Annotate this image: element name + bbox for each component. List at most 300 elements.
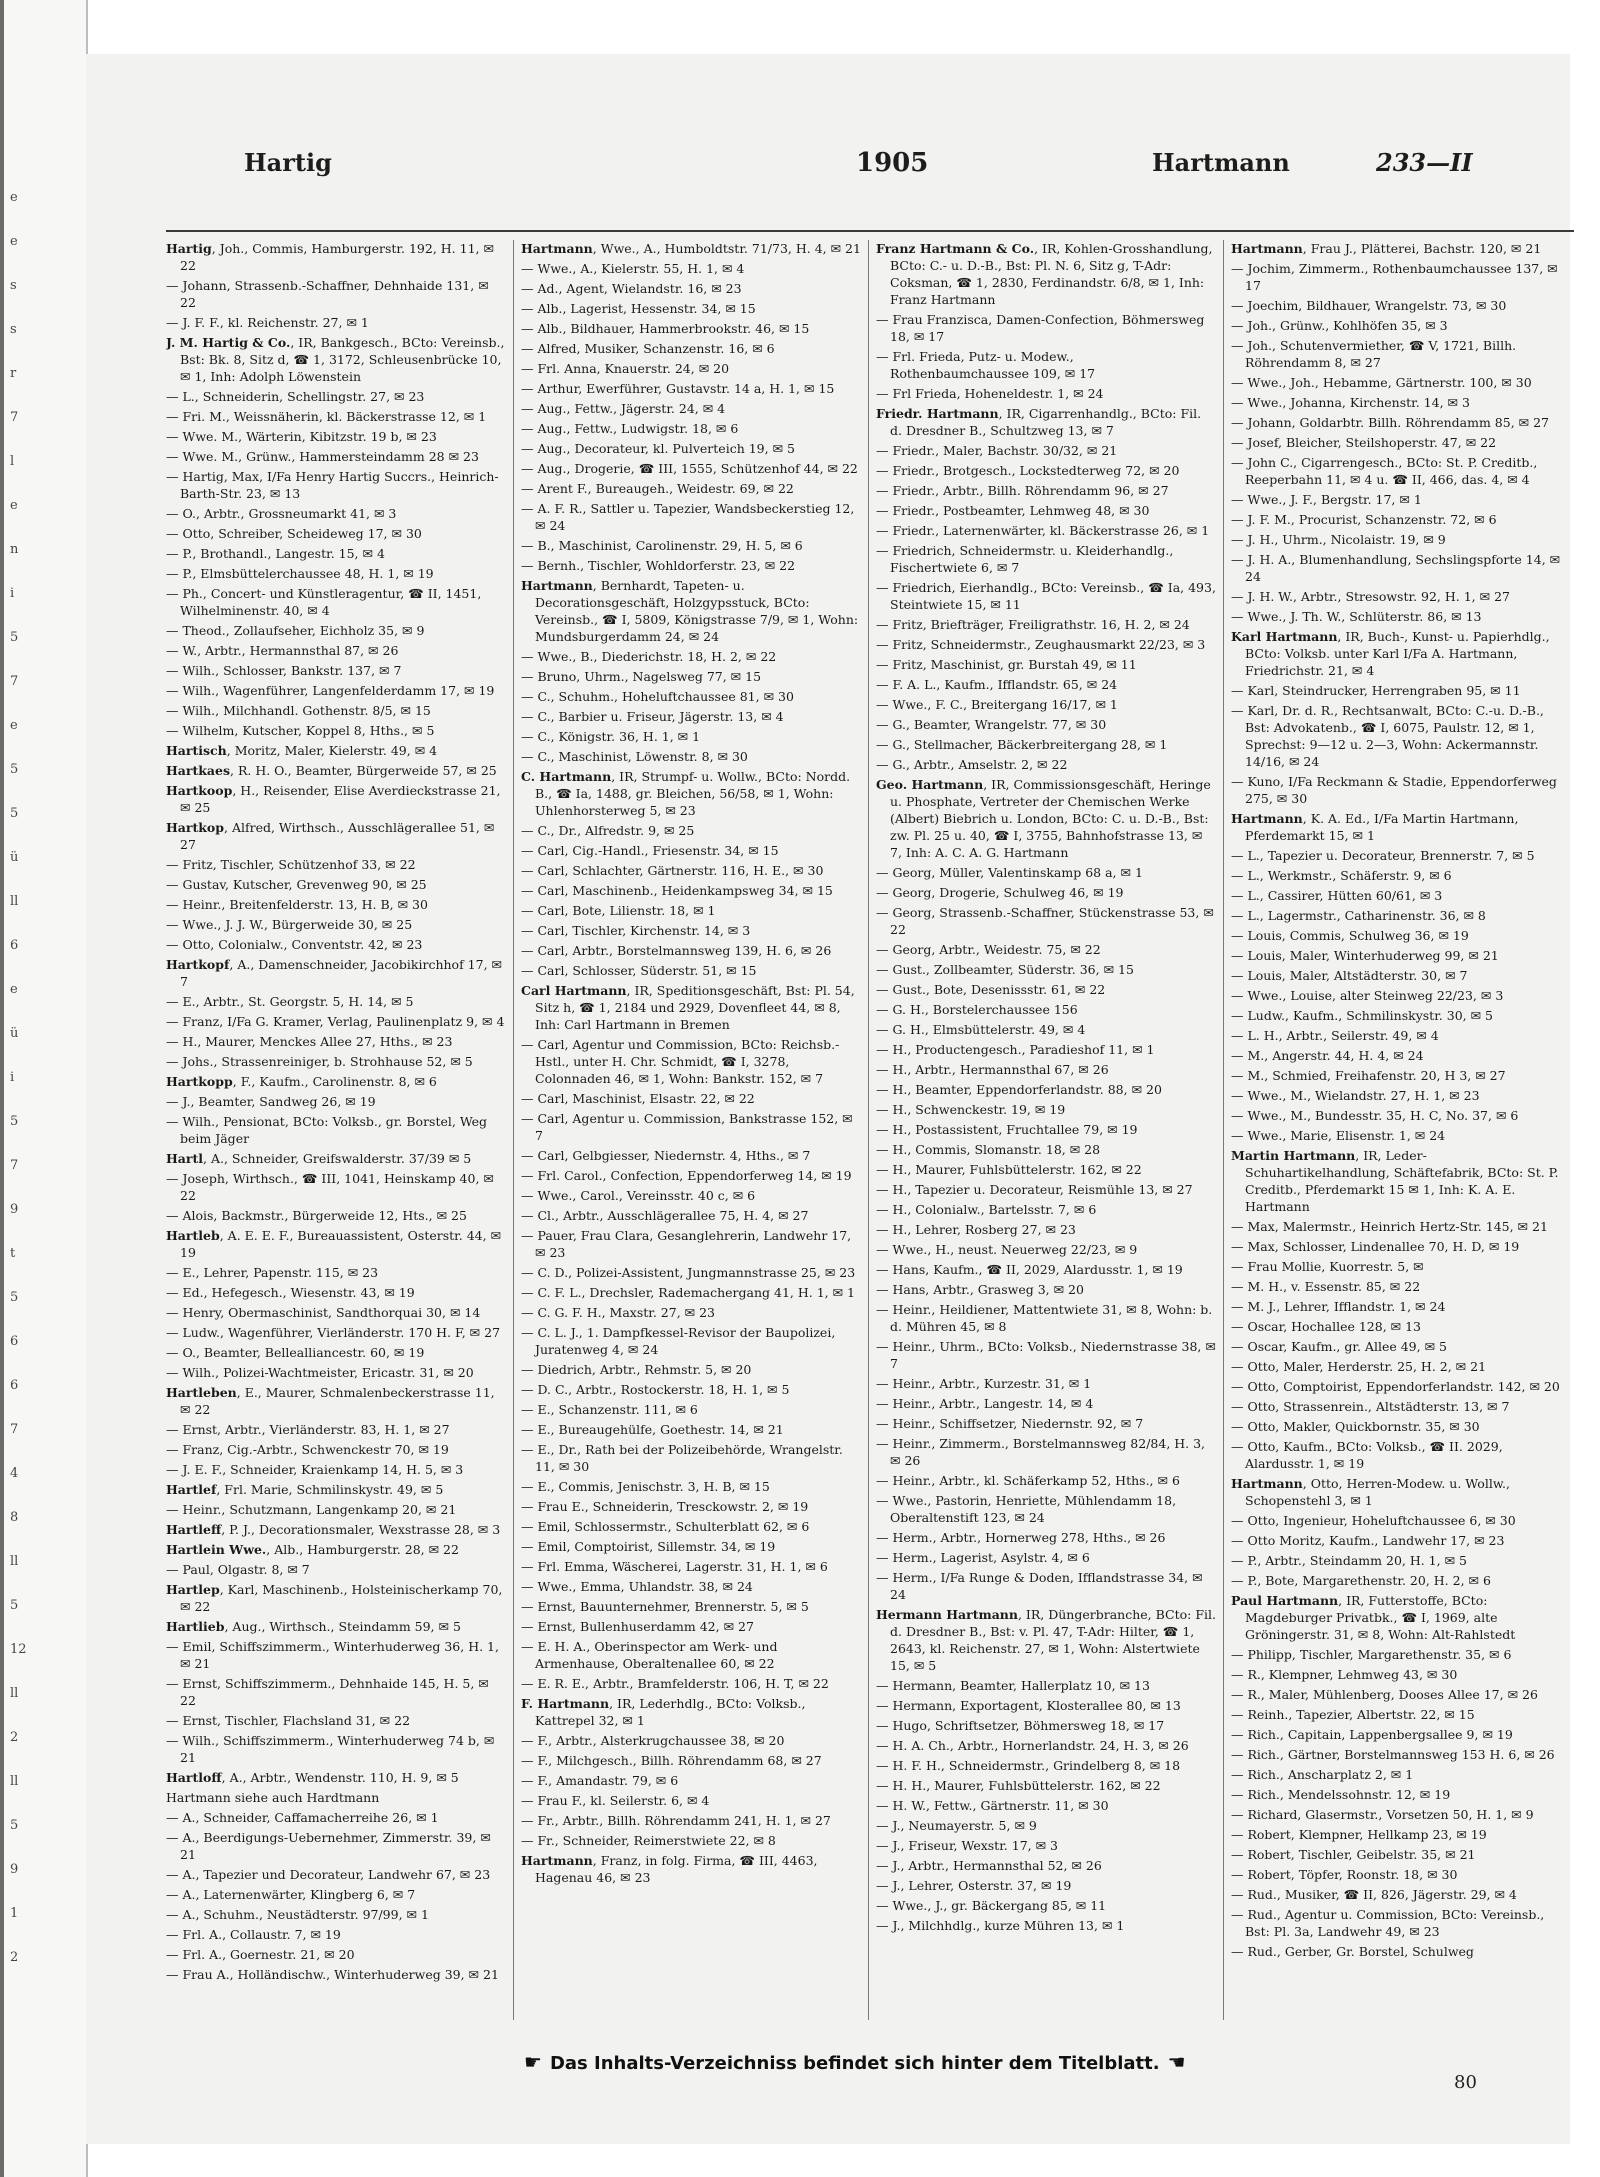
margin-fragment: s (10, 278, 17, 293)
directory-entry: — Carl, Cig.-Handl., Friesenstr. 34, ✉ 15 (521, 843, 779, 858)
directory-entry: — R., Klempner, Lehmweg 43, ✉ 30 (1231, 1667, 1458, 1682)
margin-fragment: 5 (10, 1290, 19, 1305)
directory-entry: — Aug., Decorateur, kl. Pulverteich 19, ✉ 5 (521, 441, 795, 456)
directory-entry: — Wwe., Joh., Hebamme, Gärtnerstr. 100, ✉ 30 (1231, 375, 1532, 390)
directory-entry: — Herm., I/Fa Runge & Doden, Ifflandstrasse 34, ✉ 24 (876, 1570, 1203, 1602)
directory-entry: — Carl, Agentur und Commission, BCto: Reichsb.-Hstl., unter H. Chr. Schmidt, ☎ I, 3278, Colonnaden 46, ✉ 1, Wohn: Bankstr. 152, ✉ 7 (521, 1037, 840, 1086)
directory-entry: — Joh., Schutenvermiether, ☎ V, 1721, Billh. Röhrendamm 8, ✉ 27 (1231, 338, 1517, 370)
directory-entry: — Heinr., Uhrm., BCto: Volksb., Niedernstrasse 38, ✉ 7 (876, 1339, 1216, 1371)
previous-page-edge (0, 0, 88, 2177)
directory-entry: — Wwe., Marie, Elisenstr. 1, ✉ 24 (1231, 1128, 1446, 1143)
directory-entry: — Ad., Agent, Wielandstr. 16, ✉ 23 (521, 281, 742, 296)
directory-entry: — Frl. Emma, Wäscherei, Lagerstr. 31, H. 1, ✉ 6 (521, 1559, 828, 1574)
directory-entry: — Wwe., J. Th. W., Schlüterstr. 86, ✉ 13 (1231, 609, 1482, 624)
directory-entry: — Emil, Schlossermstr., Schulterblatt 62, ✉ 6 (521, 1519, 810, 1534)
margin-fragment: 6 (10, 938, 19, 953)
directory-entry: — E., Bureaugehülfe, Goethestr. 14, ✉ 21 (521, 1422, 784, 1437)
directory-entry: — Karl, Steindrucker, Herrengraben 95, ✉ 11 (1231, 683, 1521, 698)
directory-entry: — Karl, Dr. d. R., Rechtsanwalt, BCto: C.-u. D.-B., Bst: Advokatenb., ☎ I, 6075, Paulstr. 12, ✉ 1, Sprechst: 9—12 u. 2—3, Wohn: Ackermannstr. 14/16, ✉ 24 (1231, 703, 1544, 769)
directory-entry: — Aug., Fettw., Ludwigstr. 18, ✉ 6 (521, 421, 739, 436)
directory-entry: — M. J., Lehrer, Ifflandstr. 1, ✉ 24 (1231, 1299, 1446, 1314)
directory-entry: — Friedr., Laternenwärter, kl. Bäckerstrasse 26, ✉ 1 (876, 523, 1210, 538)
directory-entry: — J., Beamter, Sandweg 26, ✉ 19 (166, 1094, 376, 1109)
directory-entry: — Wwe., M., Bundesstr. 35, H. C, No. 37, ✉ 6 (1231, 1108, 1519, 1123)
directory-entry: — G. H., Elmsbüttelerstr. 49, ✉ 4 (876, 1022, 1086, 1037)
directory-entry: Hartlep, Karl, Maschinenb., Holsteinischerkamp 70, ✉ 22 (166, 1582, 503, 1614)
directory-entry: — Heinr., Arbtr., Langestr. 14, ✉ 4 (876, 1396, 1094, 1411)
directory-entry: — Friedrich, Eierhandlg., BCto: Vereinsb., ☎ Ia, 493, Steintwiete 15, ✉ 11 (876, 580, 1216, 612)
directory-entry: — P., Arbtr., Steindamm 20, H. 1, ✉ 5 (1231, 1553, 1467, 1568)
directory-entry: — C., Schuhm., Hoheluftchaussee 81, ✉ 30 (521, 689, 794, 704)
directory-entry: — Friedr., Postbeamter, Lehmweg 48, ✉ 30 (876, 503, 1150, 518)
directory-entry: — Wwe., H., neust. Neuerweg 22/23, ✉ 9 (876, 1242, 1138, 1257)
margin-fragment: ü (10, 1026, 19, 1041)
directory-entry: — Ernst, Schiffszimmerm., Dehnhaide 145, H. 5, ✉ 22 (166, 1676, 489, 1708)
directory-entry: Hartl, A., Schneider, Greifswalderstr. 37/39 ✉ 5 (166, 1151, 472, 1166)
directory-entry: — Ludw., Kaufm., Schmilinskystr. 30, ✉ 5 (1231, 1008, 1494, 1023)
directory-entry: Geo. Hartmann, IR, Commissionsgeschäft, Heringe u. Phosphate, Vertreter der Chemischen Werke (Albert) Biebrich u. London, BCto: C. u. D.-B., Bst: zw. Pl. 25 u. 40, ☎ I, 3755, Bahnhofstrasse 13, ✉ 7, Inh: A. C. A. G. Hartmann (876, 777, 1211, 860)
directory-entry: — J. H., Uhrm., Nicolaistr. 19, ✉ 9 (1231, 532, 1446, 547)
directory-entry: Hartlieb, Aug., Wirthsch., Steindamm 59, ✉ 5 (166, 1619, 461, 1634)
directory-entry: — P., Brothandl., Langestr. 15, ✉ 4 (166, 546, 385, 561)
directory-entry: — Bernh., Tischler, Wohldorferstr. 23, ✉ 22 (521, 558, 796, 573)
directory-entry: — Heinr., Arbtr., kl. Schäferkamp 52, Hths., ✉ 6 (876, 1473, 1180, 1488)
directory-entry: — Johann, Goldarbtr. Billh. Röhrendamm 85, ✉ 27 (1231, 415, 1549, 430)
directory-entry: Hartmann siehe auch Hardtmann (166, 1790, 380, 1805)
directory-entry: — Ed., Hefegesch., Wiesenstr. 43, ✉ 19 (166, 1285, 415, 1300)
directory-entry: — Herm., Arbtr., Hornerweg 278, Hths., ✉ 26 (876, 1530, 1166, 1545)
directory-entry: Hartkoop, H., Reisender, Elise Averdieckstrasse 21, ✉ 25 (166, 783, 501, 815)
directory-entry: — Joechim, Bildhauer, Wrangelstr. 73, ✉ 30 (1231, 298, 1507, 313)
footer-note-text: Das Inhalts-Verzeichniss befindet sich hinter dem Titelblatt. (549, 2053, 1160, 2074)
margin-fragment: n (10, 542, 19, 557)
directory-entry: — G. H., Borstelerchaussee 156 (876, 1002, 1078, 1017)
margin-fragment: i (10, 1070, 15, 1085)
directory-entry: Hartkop, Alfred, Wirthsch., Ausschlägerallee 51, ✉ 27 (166, 820, 495, 852)
directory-entry: — Gust., Bote, Desenissstr. 61, ✉ 22 (876, 982, 1106, 997)
directory-entry: — Johann, Strassenb.-Schaffner, Dehnhaide 131, ✉ 22 (166, 278, 489, 310)
directory-entry: Hartlef, Frl. Marie, Schmilinskystr. 49, ✉ 5 (166, 1482, 444, 1497)
directory-entry: — Gustav, Kutscher, Grevenweg 90, ✉ 25 (166, 877, 427, 892)
directory-entry: — Otto, Strassenrein., Altstädterstr. 13, ✉ 7 (1231, 1399, 1510, 1414)
directory-entry: — J., Arbtr., Hermannsthal 52, ✉ 26 (876, 1858, 1102, 1873)
directory-entry: — Aug., Drogerie, ☎ III, 1555, Schützenhof 44, ✉ 22 (521, 461, 858, 476)
directory-entry: — C., Dr., Alfredstr. 9, ✉ 25 (521, 823, 695, 838)
directory-entry: — Wwe., J., gr. Bäckergang 85, ✉ 11 (876, 1898, 1107, 1913)
directory-entry: — H., Lehrer, Rosberg 27, ✉ 23 (876, 1222, 1076, 1237)
margin-fragment: 2 (10, 1730, 19, 1745)
pointing-hand-icon: ☛ (524, 2050, 542, 2074)
directory-entry: — F., Arbtr., Alsterkrugchaussee 38, ✉ 20 (521, 1733, 785, 1748)
directory-entry: — Heinr., Schiffsetzer, Niedernstr. 92, ✉ 7 (876, 1416, 1144, 1431)
column-4 (1231, 240, 1571, 2020)
directory-entry: — Oscar, Kaufm., gr. Allee 49, ✉ 5 (1231, 1339, 1447, 1354)
margin-fragment: i (10, 586, 15, 601)
margin-fragment: e (10, 982, 18, 997)
directory-entry: — Wwe., Pastorin, Henriette, Mühlendamm 18, Oberaltenstift 123, ✉ 24 (876, 1493, 1177, 1525)
directory-entry: Hartleff, P. J., Decorationsmaler, Wexstrasse 28, ✉ 3 (166, 1522, 501, 1537)
margin-fragment: 6 (10, 1378, 19, 1393)
directory-entry: — H., Productengesch., Paradieshof 11, ✉ 1 (876, 1042, 1155, 1057)
header-page-number: 233—II (1376, 148, 1473, 177)
directory-entry: — Fritz, Maschinist, gr. Burstah 49, ✉ 11 (876, 657, 1137, 672)
directory-entry: — Wwe., J. F., Bergstr. 17, ✉ 1 (1231, 492, 1422, 507)
directory-entry: — Friedr., Brotgesch., Lockstedterweg 72, ✉ 20 (876, 463, 1180, 478)
column-divider (1223, 240, 1224, 2020)
directory-entry: — Otto, Kaufm., BCto: Volksb., ☎ II. 2029, Alardusstr. 1, ✉ 19 (1231, 1439, 1503, 1471)
directory-entry: — Otto, Colonialw., Conventstr. 42, ✉ 23 (166, 937, 423, 952)
directory-entry: — Paul, Olgastr. 8, ✉ 7 (166, 1562, 310, 1577)
directory-entry: Friedr. Hartmann, IR, Cigarrenhandlg., BCto: Fil. d. Dresdner B., Schultzweg 13, ✉ 7 (876, 406, 1202, 438)
directory-entry: — H. H., Maurer, Fuhlsbüttelerstr. 162, ✉ 22 (876, 1778, 1161, 1793)
directory-entry: — Rud., Musiker, ☎ II, 826, Jägerstr. 29, ✉ 4 (1231, 1887, 1517, 1902)
directory-entry: — A. F. R., Sattler u. Tapezier, Wandsbeckerstieg 12, ✉ 24 (521, 501, 855, 533)
directory-entry: — Robert, Töpfer, Roonstr. 18, ✉ 30 (1231, 1867, 1458, 1882)
directory-entry: Hartkopf, A., Damenschneider, Jacobikirchhof 17, ✉ 7 (166, 957, 503, 989)
binding-shadow (0, 0, 4, 2177)
directory-entry: — P., Bote, Margarethenstr. 20, H. 2, ✉ 6 (1231, 1573, 1491, 1588)
page-header (166, 142, 1566, 204)
directory-entry: — G., Beamter, Wrangelstr. 77, ✉ 30 (876, 717, 1107, 732)
directory-entry: — Robert, Klempner, Hellkamp 23, ✉ 19 (1231, 1827, 1487, 1842)
directory-entry: — J., Friseur, Wexstr. 17, ✉ 3 (876, 1838, 1059, 1853)
directory-entry: — Frau Mollie, Kuorrestr. 5, ✉ (1231, 1259, 1424, 1274)
margin-fragment: e (10, 190, 18, 205)
directory-entry: — L., Werkmstr., Schäferstr. 9, ✉ 6 (1231, 868, 1452, 883)
directory-entry: — A., Tapezier und Decorateur, Landwehr 67, ✉ 23 (166, 1867, 491, 1882)
directory-entry: — Aug., Fettw., Jägerstr. 24, ✉ 4 (521, 401, 726, 416)
directory-entry: — Johs., Strassenreiniger, b. Strohhausе 52, ✉ 5 (166, 1054, 473, 1069)
column-2 (521, 240, 861, 2020)
directory-entry: Karl Hartmann, IR, Buch-, Kunst- u. Papierhdlg., BCto: Volksb. unter Karl I/Fa A. Hartmann, Friedrichstr. 21, ✉ 4 (1231, 629, 1550, 678)
directory-entry: Franz Hartmann & Co., IR, Kohlen-Grosshandlung, BCto: C.- u. D.-B., Bst: Pl. N. 6, Sitz g, T-Adr: Coksman, ☎ 1, 2830, Ferdinandstr. 6/8, ✉ 1, Inh: Franz Hartmann (876, 241, 1213, 307)
directory-entry: — J., Milchhdlg., kurze Mühren 13, ✉ 1 (876, 1918, 1125, 1933)
directory-entry: — A., Schneider, Caffamacherreihe 26, ✉ 1 (166, 1810, 439, 1825)
margin-fragment: 9 (10, 1862, 19, 1877)
margin-fragment: 9 (10, 1202, 19, 1217)
directory-entry: — E., Commis, Jenischstr. 3, H. B, ✉ 15 (521, 1479, 770, 1494)
directory-entry: Martin Hartmann, IR, Leder-Schuhartikelhandlung, Schäftefabrik, BCto: St. P. Creditb., Pferdemarkt 15 ✉ 1, Inh: K. A. E. Hartmann (1231, 1148, 1559, 1214)
directory-entry: — D. C., Arbtr., Rostockerstr. 18, H. 1, ✉ 5 (521, 1382, 790, 1397)
directory-entry: — Rich., Gärtner, Borstelmannsweg 153 H. 6, ✉ 26 (1231, 1747, 1555, 1762)
directory-entry: — Ernst, Arbtr., Vierländerstr. 83, H. 1, ✉ 27 (166, 1422, 450, 1437)
margin-fragment: 1 (10, 1906, 19, 1921)
directory-entry: Hartkaes, R. H. O., Beamter, Bürgerweide 57, ✉ 25 (166, 763, 497, 778)
directory-entry: — Otto, Ingenieur, Hoheluftchaussee 6, ✉ 30 (1231, 1513, 1516, 1528)
directory-entry: — Bruno, Uhrm., Nagelsweg 77, ✉ 15 (521, 669, 762, 684)
directory-entry: — Reinh., Tapezier, Albertstr. 22, ✉ 15 (1231, 1707, 1475, 1722)
directory-entry: — E. H. A., Oberinspector am Werk- und Armenhause, Oberaltenallee 60, ✉ 22 (521, 1639, 778, 1671)
directory-entry: — Henry, Obermaschinist, Sandthorquai 30, ✉ 14 (166, 1305, 481, 1320)
header-year: 1905 (856, 148, 929, 178)
directory-entry: — H., Arbtr., Hermannsthal 67, ✉ 26 (876, 1062, 1109, 1077)
directory-entry: — Georg, Drogerie, Schulweg 46, ✉ 19 (876, 885, 1124, 900)
directory-entry: — J. F. M., Procurist, Schanzenstr. 72, ✉ 6 (1231, 512, 1497, 527)
margin-fragment: 5 (10, 762, 19, 777)
directory-entry: Hartlein Wwe., Alb., Hamburgerstr. 28, ✉ 22 (166, 1542, 459, 1557)
directory-entry: — H., Tapezier u. Decorateur, Reismühle 13, ✉ 27 (876, 1182, 1193, 1197)
margin-fragment: 4 (10, 1466, 19, 1481)
directory-entry: — Cl., Arbtr., Ausschlägerallee 75, H. 4, ✉ 27 (521, 1208, 809, 1223)
directory-entry: — Wwe., Louise, alter Steinweg 22/23, ✉ 3 (1231, 988, 1504, 1003)
directory-entry: — C., Königstr. 36, H. 1, ✉ 1 (521, 729, 701, 744)
directory-entry: — J. H. W., Arbtr., Stresowstr. 92, H. 1, ✉ 27 (1231, 589, 1510, 604)
directory-page (86, 54, 1570, 2144)
margin-fragment: s (10, 322, 17, 337)
directory-entry: — Louis, Maler, Winterhuderweg 99, ✉ 21 (1231, 948, 1499, 963)
directory-entry: — Wwe., J. J. W., Bürgerweide 30, ✉ 25 (166, 917, 413, 932)
directory-entry: — G., Stellmacher, Bäckerbreitergang 28, ✉ 1 (876, 737, 1168, 752)
directory-entry: — Frl. A., Goernestr. 21, ✉ 20 (166, 1947, 355, 1962)
directory-entry: — Louis, Commis, Schulweg 36, ✉ 19 (1231, 928, 1469, 943)
directory-entry: Hartmann, Otto, Herren-Modew. u. Wollw., Schopenstehl 3, ✉ 1 (1231, 1476, 1510, 1508)
directory-entry: — Hans, Arbtr., Grasweg 3, ✉ 20 (876, 1282, 1084, 1297)
margin-fragment: ü (10, 850, 19, 865)
directory-entry: — A., Laternenwärter, Klingberg 6, ✉ 7 (166, 1887, 416, 1902)
directory-entry: — C., Maschinist, Löwenstr. 8, ✉ 30 (521, 749, 748, 764)
directory-entry: — Frau E., Schneiderin, Tresckowstr. 2, ✉ 19 (521, 1499, 809, 1514)
directory-entry: — Wwe. M., Wärterin, Kibitzstr. 19 b, ✉ 23 (166, 429, 437, 444)
directory-entry: — B., Maschinist, Carolinenstr. 29, H. 5, ✉ 6 (521, 538, 803, 553)
pointing-hand-icon: ☚ (1167, 2050, 1186, 2074)
page-number: 80 (1454, 2072, 1477, 2093)
directory-entry: — Wwe., Carol., Vereinsstr. 40 c, ✉ 6 (521, 1188, 756, 1203)
directory-entry: — Robert, Tischler, Geibelstr. 35, ✉ 21 (1231, 1847, 1476, 1862)
margin-fragment: 2 (10, 1950, 19, 1965)
directory-entry: — L., Tapezier u. Decorateur, Brennerstr. 7, ✉ 5 (1231, 848, 1535, 863)
margin-fragment: 7 (10, 674, 19, 689)
directory-entry: — Hugo, Schriftsetzer, Böhmersweg 18, ✉ 17 (876, 1718, 1165, 1733)
directory-entry: — Oscar, Hochallee 128, ✉ 13 (1231, 1319, 1421, 1334)
directory-entry: Hartig, Joh., Commis, Hamburgerstr. 192, H. 11, ✉ 22 (166, 241, 494, 273)
directory-entry: — Georg, Müller, Valentinskamp 68 a, ✉ 1 (876, 865, 1143, 880)
directory-entry: — Ph., Concert- und Künstleragentur, ☎ II, 1451, Wilhelminenstr. 40, ✉ 4 (166, 586, 482, 618)
directory-entry: — Friedr., Arbtr., Billh. Röhrendamm 96, ✉ 27 (876, 483, 1169, 498)
margin-fragment: ll (10, 894, 19, 909)
column-3 (876, 240, 1216, 2020)
directory-entry: — H. W., Fettw., Gärtnerstr. 11, ✉ 30 (876, 1798, 1109, 1813)
directory-entry: — Louis, Maler, Altstädterstr. 30, ✉ 7 (1231, 968, 1468, 983)
directory-entry: — Wilh., Schiffszimmerm., Winterhuderweg 74 b, ✉ 21 (166, 1733, 495, 1765)
directory-entry: — E. R. E., Arbtr., Bramfelderstr. 106, H. T, ✉ 22 (521, 1676, 829, 1691)
margin-fragment: t (10, 1246, 16, 1261)
directory-entry: — H. F. H., Schneidermstr., Grindelberg 8, ✉ 18 (876, 1758, 1181, 1773)
directory-entry: — Theod., Zollaufseher, Eichholz 35, ✉ 9 (166, 623, 425, 638)
directory-entry: Paul Hartmann, IR, Futterstoffe, BCto: Magdeburger Privatbk., ☎ I, 1969, alte Gröningerstr. 31, ✉ 8, Wohn: Alt-Rahlstedt (1231, 1593, 1516, 1642)
directory-entry: — Carl, Schlachter, Gärtnerstr. 116, H. E., ✉ 30 (521, 863, 824, 878)
column-divider (868, 240, 869, 2020)
directory-entry: — Carl, Tischler, Kirchenstr. 14, ✉ 3 (521, 923, 751, 938)
directory-entry: — Pauer, Frau Clara, Gesanglehrerin, Landwehr 17, ✉ 23 (521, 1228, 852, 1260)
directory-entry: — Frau F., kl. Seilerstr. 6, ✉ 4 (521, 1793, 710, 1808)
directory-entry: — Wwe., Johanna, Kirchenstr. 14, ✉ 3 (1231, 395, 1470, 410)
directory-entry: — Wilh., Pensionat, BCto: Volksb., gr. Borstel, Weg beim Jäger (166, 1114, 488, 1146)
directory-entry: — H., Postassistent, Fruchtallee 79, ✉ 19 (876, 1122, 1138, 1137)
directory-entry: — Rud., Gerber, Gr. Borstel, Schulweg (1231, 1944, 1474, 1959)
directory-entry: — L., Cassirer, Hütten 60/61, ✉ 3 (1231, 888, 1443, 903)
footer-note (516, 2050, 1194, 2074)
directory-entry: — Friedrich, Schneidermstr. u. Kleiderhandlg., Fischertwiete 6, ✉ 7 (876, 543, 1174, 575)
directory-entry: — Frl. Frieda, Putz- u. Modew., Rothenbaumchaussee 109, ✉ 17 (876, 349, 1096, 381)
directory-entry: Hartloff, A., Arbtr., Wendenstr. 110, H. 9, ✉ 5 (166, 1770, 459, 1785)
directory-entry: — Carl, Maschinenb., Heidenkampsweg 34, ✉ 15 (521, 883, 833, 898)
directory-entry: — J. H. A., Blumenhandlung, Sechslingspforte 14, ✉ 24 (1231, 552, 1561, 584)
directory-entry: — Otto, Schreiber, Scheideweg 17, ✉ 30 (166, 526, 422, 541)
directory-entry: — Max, Malermstr., Heinrich Hertz-Str. 145, ✉ 21 (1231, 1219, 1548, 1234)
directory-entry: — L. H., Arbtr., Seilerstr. 49, ✉ 4 (1231, 1028, 1439, 1043)
directory-entry: — F. A. L., Kaufm., Ifflandstr. 65, ✉ 24 (876, 677, 1118, 692)
directory-entry: — Frl. Carol., Confection, Eppendorferweg 14, ✉ 19 (521, 1168, 852, 1183)
directory-entry: — F., Amandastr. 79, ✉ 6 (521, 1773, 679, 1788)
directory-entry: — J. F. F., kl. Reichenstr. 27, ✉ 1 (166, 315, 369, 330)
directory-entry: — Heinr., Schutzmann, Langenkamp 20, ✉ 21 (166, 1502, 457, 1517)
directory-entry: Hartmann, Franz, in folg. Firma, ☎ III, 4463, Hagenau 46, ✉ 23 (521, 1853, 818, 1885)
directory-entry: — M. H., v. Essenstr. 85, ✉ 22 (1231, 1279, 1421, 1294)
directory-entry: — Rich., Capitain, Lappenbergsallee 9, ✉ 19 (1231, 1727, 1513, 1742)
directory-entry: — Fritz, Tischler, Schützenhof 33, ✉ 22 (166, 857, 416, 872)
directory-entry: — Georg, Strassenb.-Schaffner, Stückenstrasse 53, ✉ 22 (876, 905, 1214, 937)
directory-entry: — Ernst, Bullenhuserdamm 42, ✉ 27 (521, 1619, 754, 1634)
directory-entry: — A., Schuhm., Neustädterstr. 97/99, ✉ 1 (166, 1907, 429, 1922)
margin-fragment: ll (10, 1774, 19, 1789)
margin-fragment: r (10, 366, 17, 381)
directory-entry: — Rud., Agentur u. Commission, BCto: Vereinsb., Bst: Pl. 3a, Landwehr 49, ✉ 23 (1231, 1907, 1545, 1939)
directory-entry: — Hermann, Exportagent, Klosterallee 80, ✉ 13 (876, 1698, 1181, 1713)
directory-entry: — Arthur, Ewerführer, Gustavstr. 14 a, H. 1, ✉ 15 (521, 381, 835, 396)
directory-entry: — H., Maurer, Fuhlsbüttelerstr. 162, ✉ 22 (876, 1162, 1142, 1177)
directory-entry: — Frl. Anna, Knauerstr. 24, ✉ 20 (521, 361, 730, 376)
directory-entry: — R., Maler, Mühlenberg, Dooses Allee 17, ✉ 26 (1231, 1687, 1538, 1702)
directory-entry: — Wilh., Schlosser, Bankstr. 137, ✉ 7 (166, 663, 402, 678)
directory-entry: — A., Beerdigungs-Uebernehmer, Zimmerstr. 39, ✉ 21 (166, 1830, 491, 1862)
directory-entry: — W., Arbtr., Hermannsthal 87, ✉ 26 (166, 643, 399, 658)
margin-fragment: 5 (10, 1818, 19, 1833)
directory-entry: — H., Commis, Slomanstr. 18, ✉ 28 (876, 1142, 1101, 1157)
directory-entry: — Wwe., A., Kielerstr. 55, H. 1, ✉ 4 (521, 261, 745, 276)
directory-entry: F. Hartmann, IR, Lederhdlg., BCto: Volksb., Kattrepel 32, ✉ 1 (521, 1696, 806, 1728)
directory-entry: — Heinr., Heildiener, Mattentwiete 31, ✉ 8, Wohn: b. d. Mühren 45, ✉ 8 (876, 1302, 1213, 1334)
directory-entry: — Frau A., Holländischw., Winterhuderweg 39, ✉ 21 (166, 1967, 499, 1982)
header-right-keyword: Hartmann (1152, 148, 1290, 177)
margin-fragment: e (10, 498, 18, 513)
directory-entry: — C. L. J., 1. Dampfkessel-Revisor der Baupolizei, Juratenweg 4, ✉ 24 (521, 1325, 836, 1357)
directory-entry: — Otto, Makler, Quickbornstr. 35, ✉ 30 (1231, 1419, 1480, 1434)
directory-entry: — Franz, Cig.-Arbtr., Schwenckestr 70, ✉ 19 (166, 1442, 449, 1457)
directory-entry: — L., Lagermstr., Catharinenstr. 36, ✉ 8 (1231, 908, 1486, 923)
directory-entry: — F., Milchgesch., Billh. Röhrendamm 68, ✉ 27 (521, 1753, 822, 1768)
directory-entry: — Ernst, Tischler, Flachsland 31, ✉ 22 (166, 1713, 411, 1728)
directory-entry: C. Hartmann, IR, Strumpf- u. Wollw., BCto: Nordd. B., ☎ Ia, 1488, gr. Bleichen, 56/58, ✉ 1, Wohn: Uhlenhorsterweg 5, ✉ 23 (521, 769, 851, 818)
directory-entry: — E., Dr., Rath bei der Polizeibehörde, Wrangelstr. 11, ✉ 30 (521, 1442, 843, 1474)
directory-entry: — Jochim, Zimmerm., Rothenbaumchaussee 137, ✉ 17 (1231, 261, 1558, 293)
directory-entry: — E., Arbtr., St. Georgstr. 5, H. 14, ✉ 5 (166, 994, 414, 1009)
margin-fragment: 6 (10, 1334, 19, 1349)
directory-entry: — H., Beamter, Eppendorferlandstr. 88, ✉ 20 (876, 1082, 1162, 1097)
margin-fragment: ll (10, 1554, 19, 1569)
directory-entry: — G., Arbtr., Amselstr. 2, ✉ 22 (876, 757, 1068, 772)
directory-entry: — H., Schwenckestr. 19, ✉ 19 (876, 1102, 1066, 1117)
directory-entry: — E., Schanzenstr. 111, ✉ 6 (521, 1402, 698, 1417)
directory-entry: Hartleb, A. E. E. F., Bureauassistent, Osterstr. 44, ✉ 19 (166, 1228, 502, 1260)
directory-entry: — Rich., Anscharplatz 2, ✉ 1 (1231, 1767, 1414, 1782)
margin-fragment: 7 (10, 410, 19, 425)
directory-entry: — C. D., Polizei-Assistent, Jungmannstrasse 25, ✉ 23 (521, 1265, 856, 1280)
directory-entry: — Wilh., Milchhandl. Gothenstr. 8/5, ✉ 15 (166, 703, 431, 718)
margin-fragment: 7 (10, 1422, 19, 1437)
margin-fragment: 5 (10, 1114, 19, 1129)
directory-entry: — Hans, Kaufm., ☎ II, 2029, Alardusstr. 1, ✉ 19 (876, 1262, 1183, 1277)
directory-entry: — Friedr., Maler, Bachstr. 30/32, ✉ 21 (876, 443, 1118, 458)
directory-entry: — Frl. A., Collaustr. 7, ✉ 19 (166, 1927, 341, 1942)
directory-entry: — Otto Moritz, Kaufm., Landwehr 17, ✉ 23 (1231, 1533, 1505, 1548)
directory-entry: — Heinr., Arbtr., Kurzestr. 31, ✉ 1 (876, 1376, 1092, 1391)
directory-entry: J. M. Hartig & Co., IR, Bankgesch., BCto: Vereinsb., Bst: Bk. 8, Sitz d, ☎ 1, 3172, Schleusenbrücke 10, ✉ 1, Inh: Adolph Löwenstein (166, 335, 505, 384)
directory-entry: Hermann Hartmann, IR, Düngerbranche, BCto: Fil. d. Dresdner B., Bst: v. Pl. 47, T-Adr: Hilter, ☎ 1, 2643, kl. Reichenstr. 27, ✉ 1, Wohn: Alstertwiete 15, ✉ 5 (876, 1607, 1216, 1673)
directory-entry: — Fritz, Briefträger, Freiligrathstr. 16, H. 2, ✉ 24 (876, 617, 1190, 632)
column-divider (513, 240, 514, 2020)
directory-entry: — Richard, Glasermstr., Vorsetzen 50, H. 1, ✉ 9 (1231, 1807, 1534, 1822)
directory-entry: — Fr., Arbtr., Billh. Röhrendamm 241, H. 1, ✉ 27 (521, 1813, 831, 1828)
directory-entry: — Ernst, Bauunternehmer, Brennerstr. 5, ✉ 5 (521, 1599, 809, 1614)
directory-entry: — H., Colonialw., Bartelsstr. 7, ✉ 6 (876, 1202, 1097, 1217)
directory-entry: — Carl, Schlosser, Süderstr. 51, ✉ 15 (521, 963, 757, 978)
directory-entry: — Heinr., Zimmerm., Borstelmannsweg 82/84, H. 3, ✉ 26 (876, 1436, 1206, 1468)
directory-entry: — Wilhelm, Kutscher, Koppel 8, Hths., ✉ 5 (166, 723, 435, 738)
directory-entry: — E., Lehrer, Papenstr. 115, ✉ 23 (166, 1265, 379, 1280)
directory-entry: — Max, Schlosser, Lindenallee 70, H. D, ✉ 19 (1231, 1239, 1520, 1254)
directory-entry: — Emil, Comptoirist, Sillemstr. 34, ✉ 19 (521, 1539, 776, 1554)
directory-entry: — Georg, Arbtr., Weidestr. 75, ✉ 22 (876, 942, 1101, 957)
directory-entry: — Otto, Comptoirist, Eppendorferlandstr. 142, ✉ 20 (1231, 1379, 1560, 1394)
directory-entry: — Joh., Grünw., Kohlhöfen 35, ✉ 3 (1231, 318, 1448, 333)
directory-entry: — Carl, Arbtr., Borstelmannsweg 139, H. 6, ✉ 26 (521, 943, 832, 958)
directory-entry: Hartkopp, F., Kaufm., Carolinenstr. 8, ✉ 6 (166, 1074, 437, 1089)
directory-entry: — Philipp, Tischler, Margarethenstr. 35, ✉ 6 (1231, 1647, 1512, 1662)
directory-entry: — J., Lehrer, Osterstr. 37, ✉ 19 (876, 1878, 1072, 1893)
column-1 (166, 240, 506, 2020)
directory-entry: — J., Neumayerstr. 5, ✉ 9 (876, 1818, 1037, 1833)
directory-entry: — John C., Cigarrengesch., BCto: St. P. Creditb., Reeperbahn 11, ✉ 4 u. ☎ II, 466, das. 4, ✉ 4 (1231, 455, 1538, 487)
header-left-keyword: Hartig (244, 148, 332, 177)
directory-entry: Hartmann, Frau J., Plätterei, Bachstr. 120, ✉ 21 (1231, 241, 1542, 256)
directory-entry: — Kuno, I/Fa Reckmann & Stadie, Eppendorferweg 275, ✉ 30 (1231, 774, 1557, 806)
directory-entry: — O., Beamter, Bellealliancestr. 60, ✉ 19 (166, 1345, 425, 1360)
directory-entry: — C. F. L., Drechsler, Rademachergang 41, H. 1, ✉ 1 (521, 1285, 855, 1300)
directory-entry: — Wwe. M., Grünw., Hammersteindamm 28 ✉ 23 (166, 449, 479, 464)
margin-fragment: e (10, 234, 18, 249)
directory-entry: — Rich., Mendelssohnstr. 12, ✉ 19 (1231, 1787, 1451, 1802)
header-rule (166, 230, 1574, 232)
margin-fragment: l (10, 454, 15, 469)
directory-entry: Hartisch, Moritz, Maler, Kielerstr. 49, ✉ 4 (166, 743, 438, 758)
directory-entry: — Wwe., M., Wielandstr. 27, H. 1, ✉ 23 (1231, 1088, 1480, 1103)
directory-entry: — Alb., Bildhauer, Hammerbrookstr. 46, ✉ 15 (521, 321, 810, 336)
margin-fragment: ll (10, 1686, 19, 1701)
directory-columns (166, 240, 1574, 2020)
directory-entry: — Franz, I/Fa G. Kramer, Verlag, Paulinenplatz 9, ✉ 4 (166, 1014, 505, 1029)
directory-entry: — Carl, Maschinist, Elsastr. 22, ✉ 22 (521, 1091, 755, 1106)
directory-entry: — Alfred, Musiker, Schanzenstr. 16, ✉ 6 (521, 341, 775, 356)
directory-entry: — Carl, Bote, Lilienstr. 18, ✉ 1 (521, 903, 716, 918)
margin-fragment: e (10, 718, 18, 733)
margin-fragment: 5 (10, 630, 19, 645)
directory-entry: — Wwe., Emma, Uhlandstr. 38, ✉ 24 (521, 1579, 753, 1594)
directory-entry: — Joseph, Wirthsch., ☎ III, 1041, Heinskamp 40, ✉ 22 (166, 1171, 494, 1203)
directory-entry: — Diedrich, Arbtr., Rehmstr. 5, ✉ 20 (521, 1362, 752, 1377)
directory-entry: — O., Arbtr., Grossneumarkt 41, ✉ 3 (166, 506, 397, 521)
margin-fragment: 8 (10, 1510, 19, 1525)
directory-entry: — Ludw., Wagenführer, Vierländerstr. 170 H. F, ✉ 27 (166, 1325, 501, 1340)
